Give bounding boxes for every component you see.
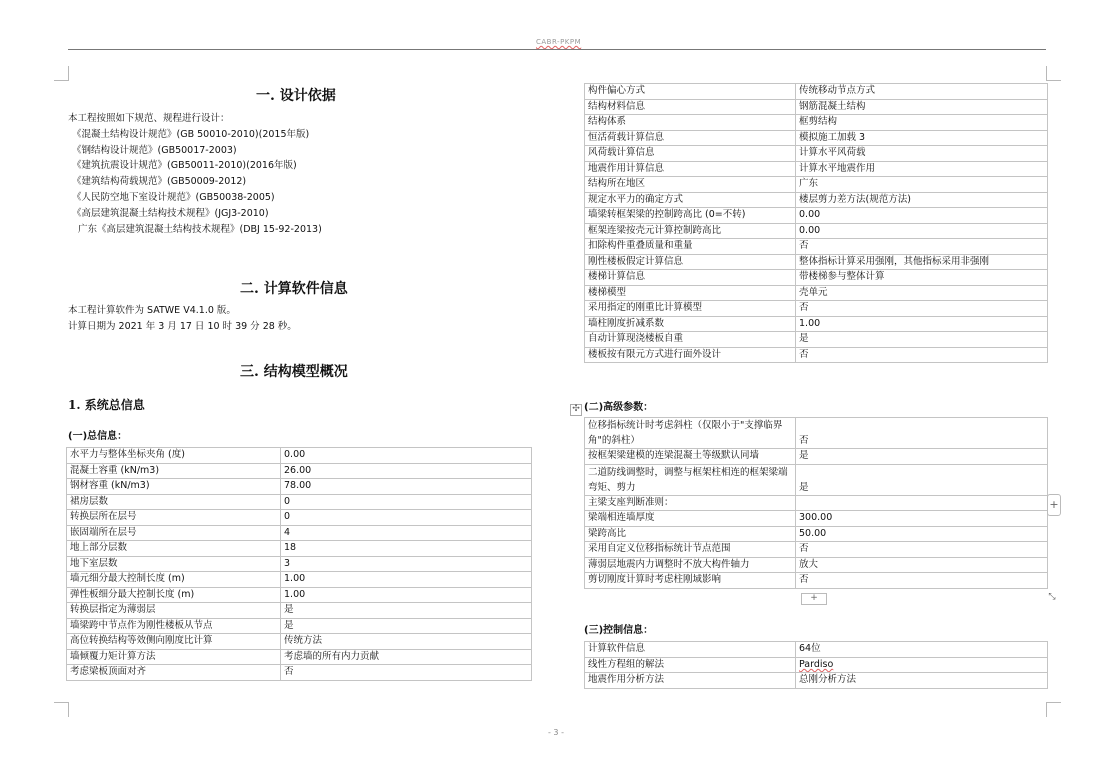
general-info-table-continued (584, 83, 1048, 363)
param-name: 楼梯模型 (585, 285, 796, 301)
advanced-params-table (584, 417, 1048, 589)
param-name: 刚性楼板假定计算信息 (585, 254, 796, 270)
table-row (585, 673, 1048, 689)
param-value: 4 (281, 525, 532, 541)
table-row (67, 603, 532, 619)
table-row (585, 99, 1048, 115)
table-row (67, 525, 532, 541)
param-value: 3 (281, 556, 532, 572)
param-name: 二道防线调整时，调整与框架柱相连的框架梁端弯矩、剪力 (585, 464, 796, 495)
param-value: 带楼梯参与整体计算 (796, 270, 1048, 286)
header-rule (68, 49, 1046, 50)
param-value: 壳单元 (796, 285, 1048, 301)
param-name: 扣除构件重叠质量和重量 (585, 239, 796, 255)
table-row (67, 479, 532, 495)
param-name: 采用自定义位移指标统计节点范围 (585, 542, 796, 558)
param-value: 计算水平风荷载 (796, 146, 1048, 162)
param-value: 0.00 (796, 208, 1048, 224)
param-name: 水平力与整体坐标夹角 (度) (67, 448, 281, 464)
table-row (67, 463, 532, 479)
page-number: - 3 - (548, 728, 564, 737)
text-line: 《建筑结构荷载规范》(GB50009-2012) (72, 176, 247, 187)
param-value: 否 (796, 239, 1048, 255)
param-value: 否 (796, 542, 1048, 558)
table-row (585, 332, 1048, 348)
table-row (585, 146, 1048, 162)
param-name: 转换层指定为薄弱层 (67, 603, 281, 619)
table-row (585, 557, 1048, 573)
table-row (67, 541, 532, 557)
param-value: 否 (281, 665, 532, 681)
param-value: 0 (281, 494, 532, 510)
section-title-design-basis: 一. 设计依据 (256, 88, 336, 104)
table-row (585, 418, 1048, 449)
param-value: 否 (796, 301, 1048, 317)
param-value: 计算水平地震作用 (796, 161, 1048, 177)
param-name: 梁端相连墙厚度 (585, 511, 796, 527)
param-name: 主梁支座判断准则： (585, 495, 796, 511)
param-name: 按框架梁建模的连梁混凝土等级默认同墙 (585, 449, 796, 465)
param-name: 混凝土容重 (kN/m3) (67, 463, 281, 479)
advanced-params-label: (二)高级参数： (584, 402, 654, 413)
table-row (585, 495, 1048, 511)
param-name: 地震作用分析方法 (585, 673, 796, 689)
param-value: Pardiso (796, 657, 1048, 673)
param-value: 模拟施工加载 3 (796, 130, 1048, 146)
param-name: 框架连梁按壳元计算控制跨高比 (585, 223, 796, 239)
param-value: 50.00 (796, 526, 1048, 542)
text-line: 计算日期为 2021 年 3 月 17 日 10 时 39 分 28 秒。 (68, 321, 297, 332)
text-line: 广东《高层建筑混凝土结构技术规程》(DBJ 15-92-2013) (78, 224, 322, 235)
table-row (585, 301, 1048, 317)
param-name: 钢材容重 (kN/m3) (67, 479, 281, 495)
param-value: 传统方法 (281, 634, 532, 650)
param-value: 传统移动节点方式 (796, 84, 1048, 100)
param-name: 恒活荷载计算信息 (585, 130, 796, 146)
param-name: 结构所在地区 (585, 177, 796, 193)
param-name: 结构材料信息 (585, 99, 796, 115)
table-row (585, 115, 1048, 131)
corner-mark (1046, 66, 1061, 81)
table-row (67, 556, 532, 572)
param-value: 0 (281, 510, 532, 526)
corner-mark (54, 702, 69, 717)
param-value: 是 (281, 603, 532, 619)
general-info-table (66, 447, 532, 681)
param-value: 楼层剪力差方法(规范方法) (796, 192, 1048, 208)
text-line: 《人民防空地下室设计规范》(GB50038-2005) (72, 192, 275, 203)
add-column-icon[interactable]: + (1047, 494, 1061, 516)
param-value: 钢筋混凝土结构 (796, 99, 1048, 115)
param-value: 18 (281, 541, 532, 557)
section-title-model-overview: 三. 结构模型概况 (240, 364, 348, 380)
table-row (585, 192, 1048, 208)
param-value: 否 (796, 418, 1048, 449)
corner-mark (1046, 702, 1061, 717)
table-row (67, 448, 532, 464)
table-row (585, 177, 1048, 193)
table-row (585, 449, 1048, 465)
subsection-title: 1. 系统总信息 (68, 398, 145, 412)
table-row (585, 316, 1048, 332)
param-name: 计算软件信息 (585, 642, 796, 658)
table-row (585, 526, 1048, 542)
table-row (585, 130, 1048, 146)
table-row (585, 208, 1048, 224)
param-name: 结构体系 (585, 115, 796, 131)
text-line: 《建筑抗震设计规范》(GB50011-2010)(2016年版) (72, 160, 297, 171)
table-row (67, 665, 532, 681)
param-name: 线性方程组的解法 (585, 657, 796, 673)
param-name: 墙梁跨中节点作为刚性楼板从节点 (67, 618, 281, 634)
param-name: 构件偏心方式 (585, 84, 796, 100)
table-row (67, 510, 532, 526)
table-row (585, 642, 1048, 658)
table-resize-icon[interactable]: ⤡ (1048, 592, 1056, 602)
param-value: 总刚分析方法 (796, 673, 1048, 689)
param-name: 墙倾覆力矩计算方法 (67, 649, 281, 665)
param-value: 1.00 (796, 316, 1048, 332)
param-value: 26.00 (281, 463, 532, 479)
param-value: 是 (281, 618, 532, 634)
param-name: 自动计算现浇楼板自重 (585, 332, 796, 348)
param-value: 整体指标计算采用强刚，其他指标采用非强刚 (796, 254, 1048, 270)
param-value: 否 (796, 347, 1048, 363)
param-name: 考虑梁板顶面对齐 (67, 665, 281, 681)
param-name: 剪切刚度计算时考虑柱刚域影响 (585, 573, 796, 589)
table-row (585, 285, 1048, 301)
section-title-software-info: 二. 计算软件信息 (240, 281, 348, 297)
table-row (585, 464, 1048, 495)
text-line: 《混凝土结构设计规范》(GB 50010-2010)(2015年版) (72, 129, 310, 140)
param-name: 位移指标统计时考虑斜柱（仅限小于"支撑临界角"的斜柱） (585, 418, 796, 449)
table-row (585, 223, 1048, 239)
table-row (585, 347, 1048, 363)
param-name: 转换层所在层号 (67, 510, 281, 526)
table-row (585, 657, 1048, 673)
add-row-icon[interactable]: + (801, 593, 827, 605)
param-value: 78.00 (281, 479, 532, 495)
table-row (585, 254, 1048, 270)
param-value (796, 495, 1048, 511)
corner-mark (54, 66, 69, 81)
table-row (67, 587, 532, 603)
table-row (585, 573, 1048, 589)
param-value: 广东 (796, 177, 1048, 193)
param-name: 梁跨高比 (585, 526, 796, 542)
table-row (585, 511, 1048, 527)
param-value: 0.00 (281, 448, 532, 464)
table-row (67, 572, 532, 588)
table-row (585, 542, 1048, 558)
param-value: 1.00 (281, 587, 532, 603)
param-value: 是 (796, 464, 1048, 495)
param-name: 裙房层数 (67, 494, 281, 510)
table-row (585, 161, 1048, 177)
param-name: 嵌固端所在层号 (67, 525, 281, 541)
param-value: 300.00 (796, 511, 1048, 527)
param-name: 墙梁转框架梁的控制跨高比 (0=不转) (585, 208, 796, 224)
table-row (67, 494, 532, 510)
text-line: 《钢结构设计规范》(GB50017-2003) (72, 145, 237, 156)
page-header: CABR-PKPM (536, 38, 582, 46)
table-move-handle-icon[interactable]: ✣ (570, 404, 582, 416)
param-value: 是 (796, 332, 1048, 348)
param-name: 楼板按有限元方式进行面外设计 (585, 347, 796, 363)
param-name: 规定水平力的确定方式 (585, 192, 796, 208)
text-line: 《高层建筑混凝土结构技术规程》(JGJ3-2010) (72, 208, 269, 219)
table-row (67, 649, 532, 665)
table-row (585, 239, 1048, 255)
control-info-table (584, 641, 1048, 689)
table-row (585, 270, 1048, 286)
param-name: 墙柱刚度折减系数 (585, 316, 796, 332)
param-value: 是 (796, 449, 1048, 465)
param-name: 薄弱层地震内力调整时不放大构件轴力 (585, 557, 796, 573)
param-value: 否 (796, 573, 1048, 589)
param-name: 地下室层数 (67, 556, 281, 572)
param-name: 地上部分层数 (67, 541, 281, 557)
table-row (67, 618, 532, 634)
param-name: 高位转换结构等效侧向刚度比计算 (67, 634, 281, 650)
param-name: 风荷载计算信息 (585, 146, 796, 162)
param-value: 考虑墙的所有内力贡献 (281, 649, 532, 665)
param-value: 64位 (796, 642, 1048, 658)
general-info-label: (一)总信息： (68, 431, 128, 442)
table-row (67, 634, 532, 650)
param-name: 墙元细分最大控制长度 (m) (67, 572, 281, 588)
param-value: 框剪结构 (796, 115, 1048, 131)
param-value: 0.00 (796, 223, 1048, 239)
text-line: 本工程按照如下规范、规程进行设计： (68, 113, 230, 124)
param-name: 弹性板细分最大控制长度 (m) (67, 587, 281, 603)
control-info-label: (三)控制信息： (584, 625, 654, 636)
param-name: 地震作用计算信息 (585, 161, 796, 177)
text-line: 本工程计算软件为 SATWE V4.1.0 版。 (68, 305, 236, 316)
param-name: 楼梯计算信息 (585, 270, 796, 286)
param-name: 采用指定的刚重比计算模型 (585, 301, 796, 317)
param-value: 1.00 (281, 572, 532, 588)
param-value: 放大 (796, 557, 1048, 573)
table-row (585, 84, 1048, 100)
